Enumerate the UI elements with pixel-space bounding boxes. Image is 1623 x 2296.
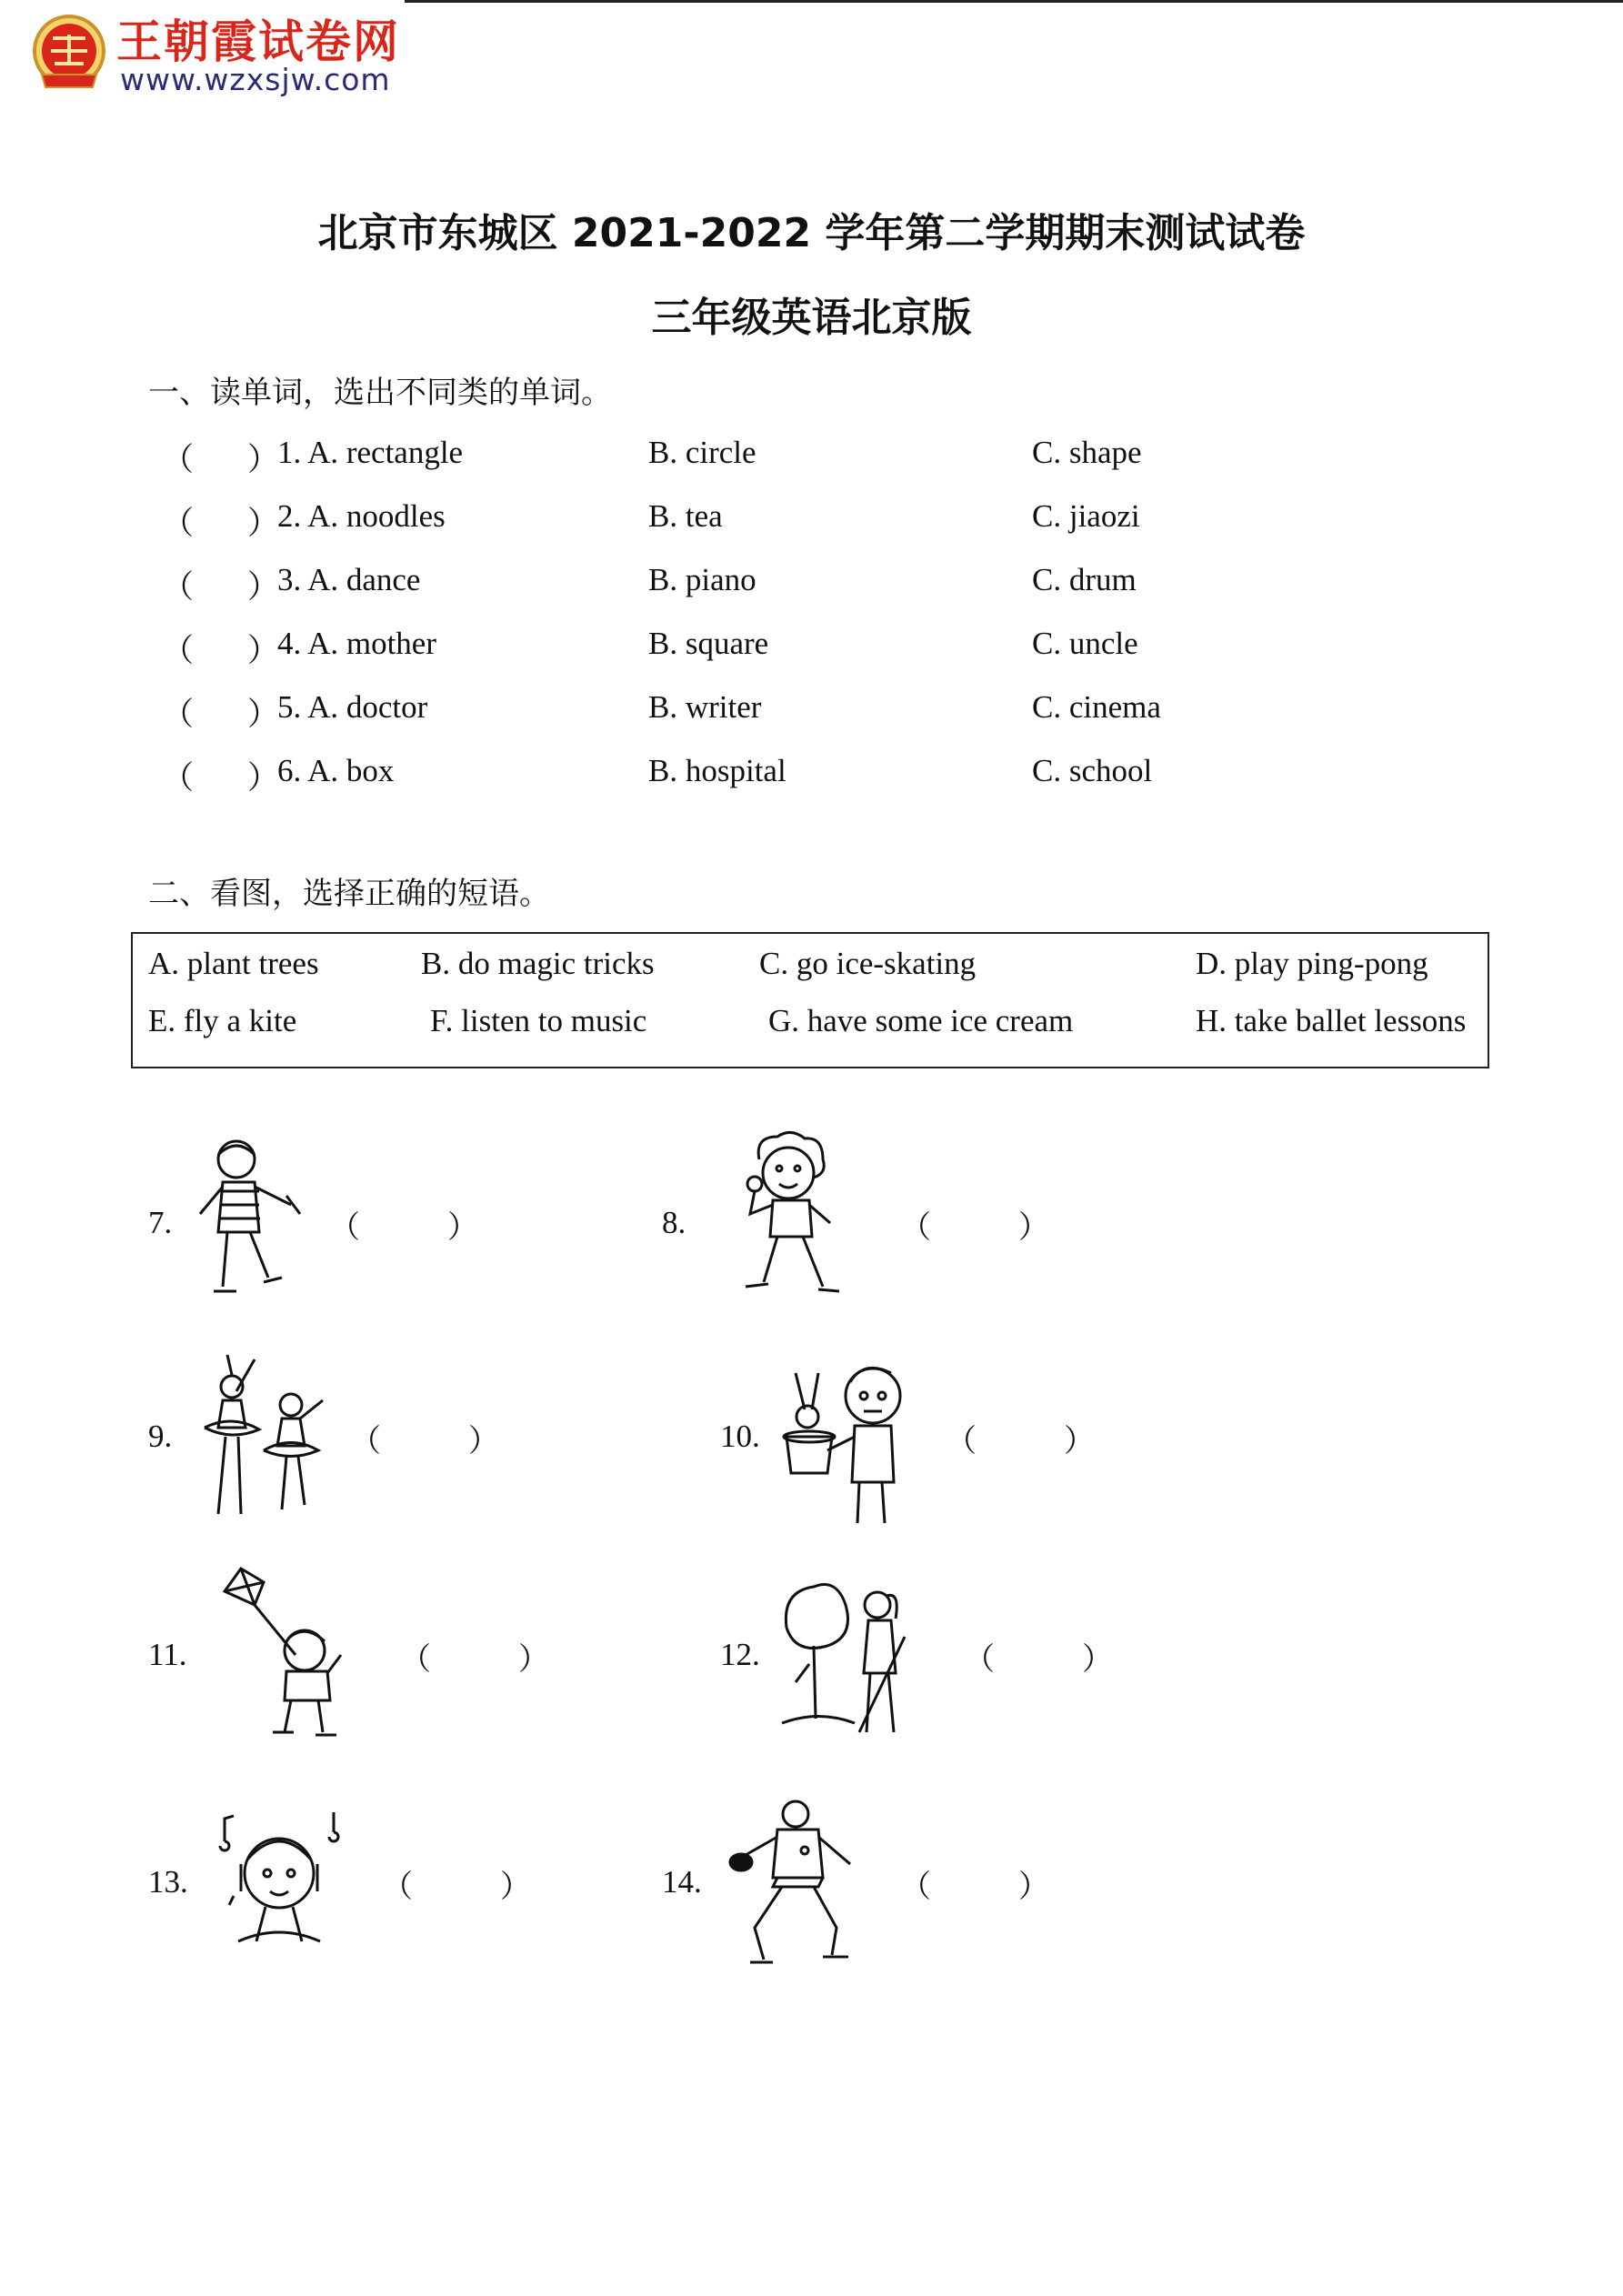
option-b: B. circle	[648, 435, 756, 470]
option-c: C. drum	[1032, 562, 1137, 597]
site-url[interactable]: www.wzxsjw.com	[120, 62, 391, 97]
answer-paren-right: ）	[468, 1425, 499, 1459]
answer-paren-right: ）	[447, 1211, 478, 1245]
phrase-option: E. fly a kite	[148, 1003, 297, 1038]
item-number: 12.	[720, 1637, 760, 1672]
answer-paren-right: ）	[247, 442, 280, 477]
option-c: C. cinema	[1032, 689, 1161, 725]
answer-paren-left: （	[946, 1425, 977, 1459]
answer-paren-left: （	[900, 1211, 931, 1245]
answer-paren-right: ）	[1082, 1643, 1113, 1677]
ice-skating-girl-icon	[182, 1132, 318, 1314]
answer-paren-left: （	[162, 760, 195, 796]
answer-paren-left: （	[350, 1425, 381, 1459]
option-b: B. square	[648, 626, 769, 661]
item-number: 13.	[148, 1864, 188, 1900]
option-c: C. shape	[1032, 435, 1142, 470]
item-number: 11.	[148, 1637, 187, 1672]
red-seal-emblem-icon	[25, 11, 113, 98]
item-number: 8.	[662, 1205, 686, 1240]
question-stem: 3. A. dance	[277, 562, 421, 597]
answer-paren-right: ）	[247, 633, 280, 668]
item-number: 10.	[720, 1419, 760, 1454]
option-b: B. writer	[648, 689, 762, 725]
option-c: C. uncle	[1032, 626, 1138, 661]
answer-paren-right: ）	[247, 697, 280, 732]
question-stem: 5. A. doctor	[277, 689, 428, 725]
option-c: C. school	[1032, 753, 1153, 788]
ballet-dancers-icon	[191, 1355, 327, 1537]
exam-title: 北京市东城区 2021-2022 学年第二学期期末测试试卷	[317, 210, 1306, 256]
answer-paren-right: ）	[247, 506, 280, 541]
answer-paren-left: （	[162, 569, 195, 605]
phrase-option: B. do magic tricks	[421, 946, 655, 981]
answer-paren-left: （	[964, 1643, 995, 1677]
exam-subtitle: 三年级英语北京版	[651, 295, 972, 341]
answer-paren-right: ）	[518, 1643, 549, 1677]
tree-planting-girl-icon	[777, 1573, 914, 1755]
item-number: 7.	[148, 1205, 173, 1240]
ping-pong-player-icon	[723, 1791, 859, 1973]
option-b: B. piano	[648, 562, 756, 597]
answer-paren-left: （	[162, 442, 195, 477]
phrase-option: F. listen to music	[430, 1003, 647, 1038]
answer-paren-right: ）	[1018, 1870, 1049, 1904]
answer-paren-left: （	[162, 506, 195, 541]
music-headphones-boy-icon	[211, 1805, 347, 1987]
top-rule	[405, 0, 1623, 3]
question-stem: 4. A. mother	[277, 626, 436, 661]
answer-paren-left: （	[162, 697, 195, 732]
site-name: 王朝霞试卷网	[116, 15, 400, 68]
answer-paren-left: （	[400, 1643, 431, 1677]
answer-paren-right: ）	[247, 569, 280, 605]
kite-flying-boy-icon	[214, 1564, 350, 1746]
answer-paren-left: （	[162, 633, 195, 668]
answer-paren-left: （	[900, 1870, 931, 1904]
part2-heading: 二、看图，选择正确的短语。	[148, 876, 550, 912]
answer-paren-left: （	[329, 1211, 360, 1245]
phrase-option: D. play ping-pong	[1196, 946, 1428, 981]
part1-heading: 一、读单词，选出不同类的单词。	[148, 375, 612, 411]
question-stem: 6. A. box	[277, 753, 395, 788]
answer-paren-right: ）	[247, 760, 280, 796]
answer-paren-left: （	[382, 1870, 413, 1904]
option-b: B. tea	[648, 498, 723, 534]
phrase-option: G. have some ice cream	[768, 1003, 1074, 1038]
question-stem: 1. A. rectangle	[277, 435, 464, 470]
phrase-option: H. take ballet lessons	[1196, 1003, 1467, 1038]
item-number: 14.	[662, 1864, 702, 1900]
question-stem: 2. A. noodles	[277, 498, 446, 534]
option-b: B. hospital	[648, 753, 786, 788]
magician-rabbit-hat-icon	[777, 1355, 914, 1537]
item-number: 9.	[148, 1419, 173, 1454]
answer-paren-right: ）	[1018, 1211, 1049, 1245]
option-c: C. jiaozi	[1032, 498, 1140, 534]
answer-paren-right: ）	[1064, 1425, 1095, 1459]
answer-paren-right: ）	[500, 1870, 531, 1904]
phrase-option: A. plant trees	[148, 946, 319, 981]
phrase-option: C. go ice-skating	[759, 946, 977, 981]
ice-cream-boy-icon	[723, 1128, 859, 1309]
